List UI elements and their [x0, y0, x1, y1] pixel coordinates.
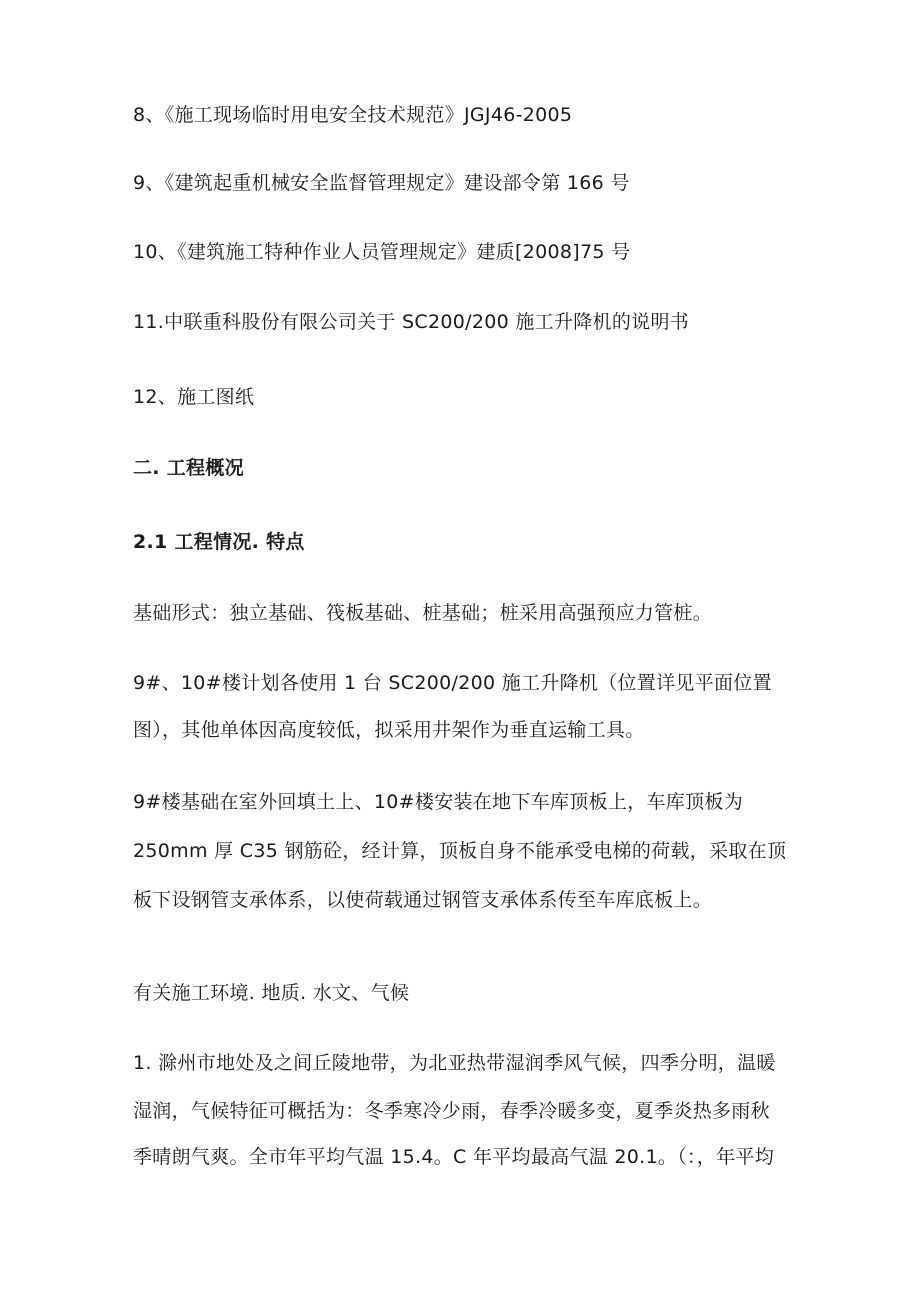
reference-item-11: 11.中联重科股份有限公司关于 SC200/200 施工升降机的说明书 [133, 311, 690, 333]
climate-line-3: 季晴朗气爽。全市年平均气温 15.4。C 年平均最高气温 20.1。（：，年平均 [133, 1146, 774, 1168]
subsection-title: 2.1 工程情况. 特点 [133, 531, 305, 553]
reference-item-8: 8、《施工现场临时用电安全技术规范》JGJ46-2005 [133, 104, 573, 126]
elevator-plan-line-2: 图），其他单体因高度较低，拟采用井架作为垂直运输工具。 [133, 719, 645, 741]
climate-line-2: 湿润，气候特征可概括为：冬季寒冷少雨，春季冷暖多变，夏季炎热多雨秋 [133, 1100, 770, 1122]
foundation-detail-line-3: 板下设钢管支承体系，以使荷载通过钢管支承体系传至车库底板上。 [133, 889, 713, 911]
foundation-text: 基础形式：独立基础、筏板基础、桩基础；桩采用高强预应力管桩。 [133, 602, 713, 624]
climate-line-1: 1. 滁州市地处及之间丘陵地带，为北亚热带湿润季风气候，四季分明，温暖 [133, 1052, 776, 1074]
reference-item-12: 12、施工图纸 [133, 386, 255, 408]
environment-heading: 有关施工环境. 地质. 水文、气候 [133, 982, 410, 1004]
foundation-detail-line-1: 9#楼基础在室外回填土上、10#楼安装在地下车库顶板上，车库顶板为 [133, 791, 744, 813]
reference-item-9: 9、《建筑起重机械安全监督管理规定》建设部令第 166 号 [133, 172, 630, 194]
elevator-plan-line-1: 9#、10#楼计划各使用 1 台 SC200/200 施工升降机（位置详见平面位置 [133, 672, 772, 694]
foundation-detail-line-2: 250mm 厚 C35 钢筋砼，经计算，顶板自身不能承受电梯的荷载，采取在顶 [133, 840, 787, 862]
reference-item-10: 10、《建筑施工特种作业人员管理规定》建质[2008]75 号 [133, 241, 631, 263]
section-title: 二. 工程概况 [133, 457, 244, 479]
